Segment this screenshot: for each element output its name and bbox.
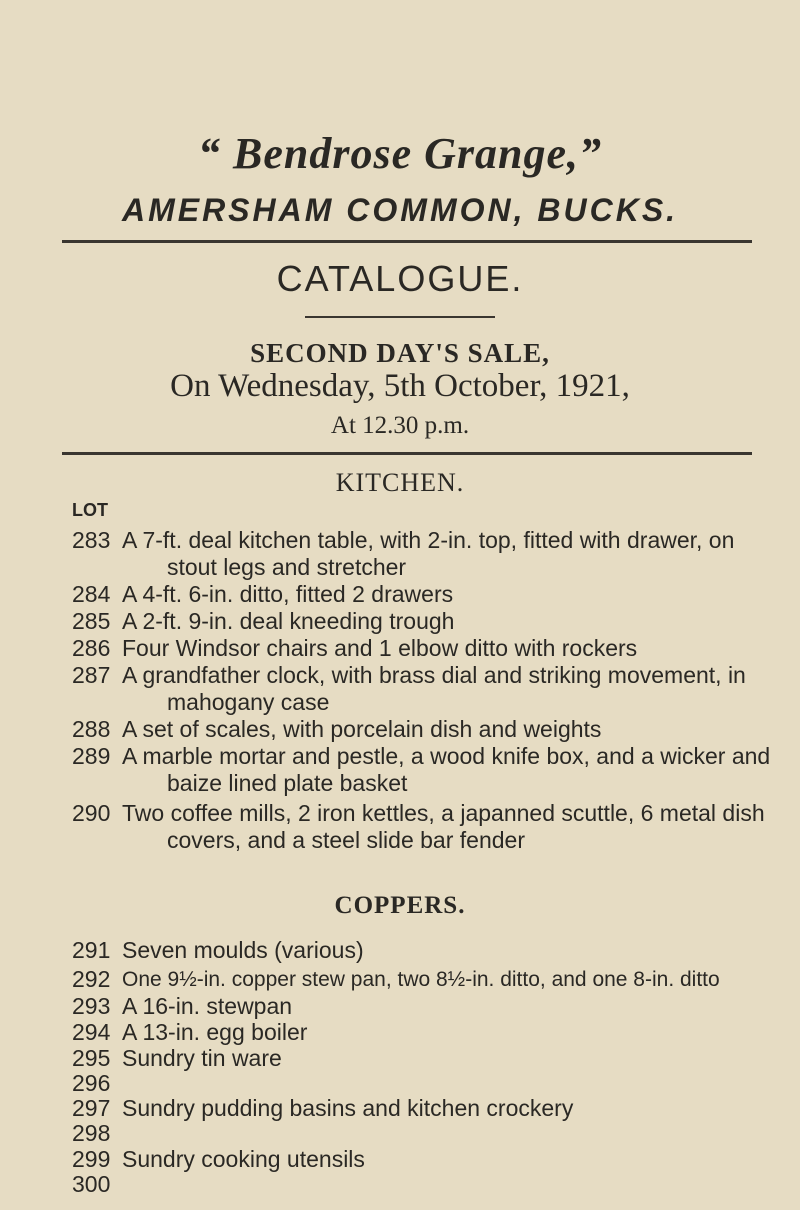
lot-number: 284 (72, 581, 111, 607)
lot-line-continued: baize lined plate basket (167, 770, 408, 796)
lot-description: Seven moulds (various) (122, 937, 364, 963)
lot-number: 296 (72, 1070, 111, 1096)
header-divider (62, 240, 752, 243)
sale-divider (62, 452, 752, 455)
lot-number: 294 (72, 1019, 111, 1045)
lot-description: Sundry tin ware (122, 1045, 282, 1071)
lot-description (122, 527, 782, 581)
lot-column-label: LOT (72, 500, 108, 520)
lot-number: 286 (72, 635, 111, 661)
lot-number: 289 (72, 743, 111, 769)
lot-description: One 9½-in. copper stew pan, two 8½-in. ditto, and one 8-in. ditto (122, 968, 720, 991)
lot-description: A 13-in. egg boiler (122, 1019, 308, 1045)
lot-line: A 7-ft. deal kitchen table, with 2-in. top, fitted with drawer, on (122, 527, 735, 553)
lot-number: 298 (72, 1120, 111, 1146)
lot-line-continued: mahogany case (167, 689, 330, 715)
lot-description: A 16-in. stewpan (122, 993, 293, 1019)
lot-description (122, 800, 782, 854)
lot-number: 297 (72, 1095, 111, 1121)
lot-line: Two coffee mills, 2 iron kettles, a japanned scuttle, 6 metal dish (122, 800, 765, 826)
lot-description (122, 662, 782, 716)
lot-line-continued: stout legs and stretcher (167, 554, 407, 580)
lot-number: 288 (72, 716, 111, 742)
lot-number: 300 (72, 1171, 111, 1197)
sale-day: SECOND DAY'S SALE, (250, 338, 550, 368)
lot-description: Sundry cooking utensils (122, 1146, 365, 1172)
kitchen-heading: KITCHEN. (335, 468, 465, 497)
lot-number: 292 (72, 966, 111, 992)
lot-number: 285 (72, 608, 111, 634)
lot-number: 287 (72, 662, 111, 688)
lot-description (122, 743, 782, 797)
lot-line: A marble mortar and pestle, a wood knife box, and a wicker and (122, 743, 771, 769)
lot-number: 299 (72, 1146, 111, 1172)
lot-number: 295 (72, 1045, 111, 1071)
lot-description: Four Windsor chairs and 1 elbow ditto with rockers (122, 635, 638, 661)
estate-location: AMERSHAM COMMON, BUCKS. (121, 192, 679, 228)
catalogue-heading: CATALOGUE. (276, 258, 524, 299)
coppers-heading: COPPERS. (334, 892, 466, 919)
lot-description: A 2-ft. 9-in. deal kneeding trough (122, 608, 455, 634)
lot-description: Sundry pudding basins and kitchen crockery (122, 1095, 574, 1121)
lot-number: 291 (72, 937, 111, 963)
lot-number: 293 (72, 993, 111, 1019)
lot-description: A set of scales, with porcelain dish and weights (122, 716, 602, 742)
lot-line: A grandfather clock, with brass dial and striking movement, in (122, 662, 746, 688)
lot-description: A 4-ft. 6-in. ditto, fitted 2 drawers (122, 581, 454, 607)
lot-number: 283 (72, 527, 111, 553)
lot-line-continued: covers, and a steel slide bar fender (167, 827, 525, 853)
catalogue-underline (305, 316, 495, 318)
estate-title: “ Bendrose Grange,” (197, 129, 603, 178)
sale-date: On Wednesday, 5th October, 1921, (170, 368, 630, 404)
sale-time: At 12.30 p.m. (330, 412, 470, 439)
lot-number: 290 (72, 800, 111, 826)
